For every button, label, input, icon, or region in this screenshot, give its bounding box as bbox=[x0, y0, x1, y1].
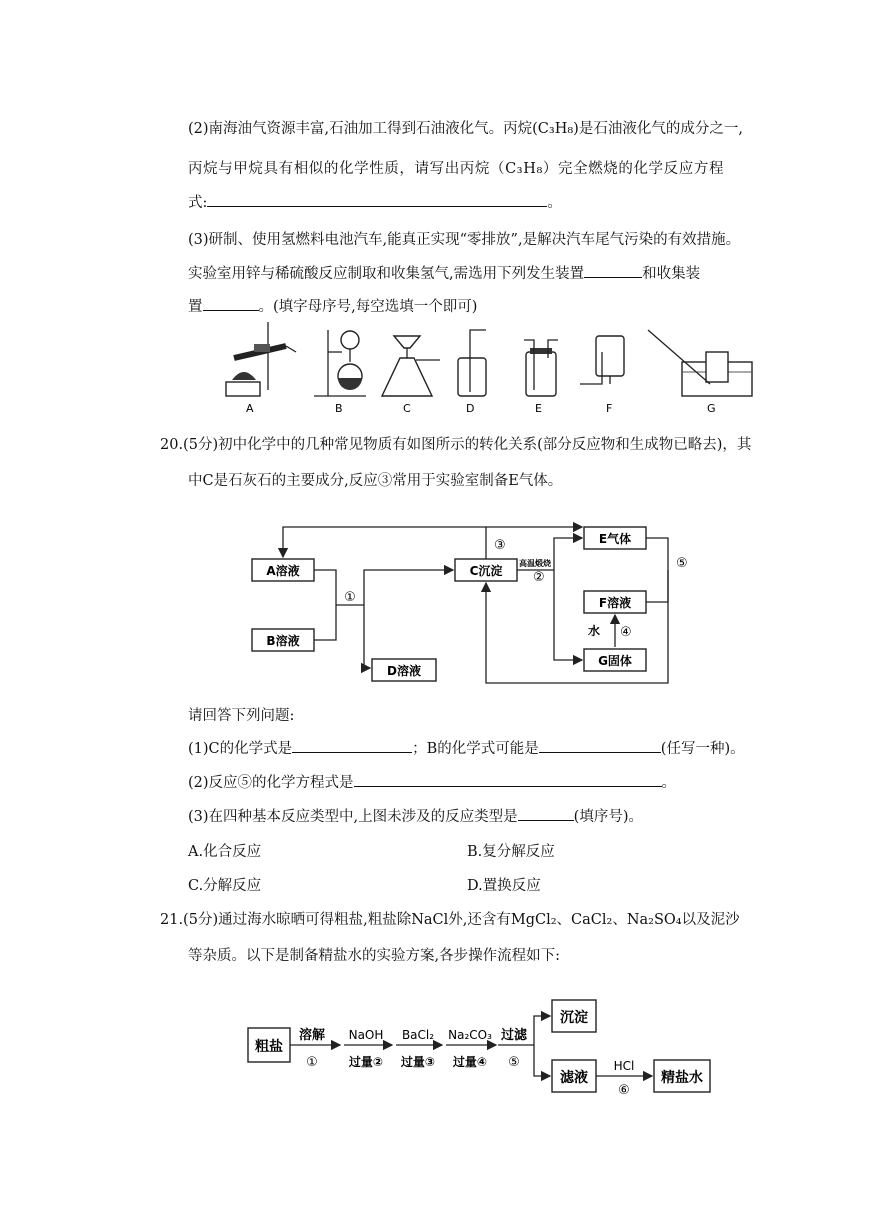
box-a-label: A溶液 bbox=[266, 564, 300, 578]
apparatus-d-icon bbox=[458, 330, 486, 415]
reaction-2-label: ② bbox=[533, 570, 545, 585]
q20-line1: 20.(5分)初中化学中的几种常见物质有如图所示的转化关系(部分反应物和生成物已略去)，其 bbox=[160, 437, 752, 453]
apparatus-label: A bbox=[246, 402, 254, 415]
transformation-diagram bbox=[230, 515, 710, 690]
apparatus-figure bbox=[210, 318, 770, 418]
filtrate-label: 滤液 bbox=[560, 1070, 588, 1086]
dissolve-label: 溶解 bbox=[298, 1028, 326, 1043]
reaction-4-label: ④ bbox=[620, 625, 632, 640]
excess-3-label: 过量③ bbox=[400, 1055, 436, 1069]
q19-p2-end: 。 bbox=[547, 195, 562, 211]
q19-p3-line3 bbox=[188, 295, 477, 316]
excess-4-label: 过量④ bbox=[452, 1055, 488, 1069]
q19-p3-line1: (3)研制、使用氢燃料电池汽车,能真正实现“零排放”,是解决汽车尾气污染的有效措施。 bbox=[188, 232, 741, 248]
crude-salt-label: 粗盐 bbox=[255, 1039, 283, 1055]
answer-blank-equation[interactable] bbox=[354, 772, 662, 787]
box-d-label: D溶液 bbox=[387, 664, 421, 678]
apparatus-label: B bbox=[335, 402, 343, 415]
apparatus-e-icon bbox=[524, 340, 558, 415]
water-label: 水 bbox=[587, 624, 600, 638]
condition-label: 高温煅烧 bbox=[519, 559, 551, 568]
apparatus-c-icon bbox=[382, 336, 440, 415]
apparatus-label: F bbox=[606, 402, 613, 415]
step-1-label: ① bbox=[306, 1055, 318, 1070]
answer-blank-generator[interactable] bbox=[584, 263, 642, 278]
q20-q1a: (1)C的化学式是 bbox=[188, 741, 293, 757]
option-a: A.化合反应 bbox=[188, 844, 262, 860]
q20-line2: 中C是石灰石的主要成分,反应③常用于实验室制备E气体。 bbox=[188, 473, 563, 489]
q19-p2-line3 bbox=[188, 191, 562, 212]
option-c: C.分解反应 bbox=[188, 878, 262, 894]
apparatus-g-icon bbox=[648, 330, 752, 415]
na2co3-label: Na₂CO₃ bbox=[448, 1028, 492, 1042]
step-6-label: ⑥ bbox=[618, 1083, 630, 1098]
q19-p2-label: 式: bbox=[188, 195, 208, 211]
q21-line1: 21.(5分)通过海水晾晒可得粗盐,粗盐除NaCl外,还含有MgCl₂、CaCl₂、Na₂SO₄以及泥沙 bbox=[160, 912, 740, 928]
q20-prompt: 请回答下列问题: bbox=[188, 708, 295, 724]
q20-q1b: ；B的化学式可能是 bbox=[412, 741, 539, 757]
option-d: D.置换反应 bbox=[467, 878, 541, 894]
answer-blank-b-formula[interactable] bbox=[539, 738, 661, 753]
purification-flow-diagram bbox=[240, 990, 720, 1102]
q21-line2: 等杂质。以下是制备精盐水的实验方案,各步操作流程如下: bbox=[188, 948, 560, 964]
box-f-label: F溶液 bbox=[598, 596, 632, 610]
q19-p2-line2: 丙烷与甲烷具有相似的化学性质，请写出丙烷（C₃H₈）完全燃烧的化学反应方程 bbox=[188, 161, 725, 177]
reaction-5-label: ⑤ bbox=[676, 556, 688, 571]
box-e-label: E气体 bbox=[598, 532, 632, 546]
q20-q1 bbox=[188, 737, 745, 758]
apparatus-f-icon bbox=[580, 336, 624, 415]
apparatus-label: C bbox=[403, 402, 411, 415]
q20-q1c: (任写一种)。 bbox=[660, 741, 745, 757]
excess-2-label: 过量② bbox=[348, 1055, 384, 1069]
option-b: B.复分解反应 bbox=[467, 844, 555, 860]
naoh-label: NaOH bbox=[348, 1028, 384, 1042]
q19-p3-line3b: 。(填字母序号,每空选填一个即可) bbox=[258, 299, 478, 315]
apparatus-label: G bbox=[707, 402, 716, 415]
precipitate-label: 沉淀 bbox=[560, 1010, 588, 1026]
answer-blank-c-formula[interactable] bbox=[292, 738, 412, 753]
answer-blank-reaction-type[interactable] bbox=[518, 806, 574, 821]
reaction-1-label: ① bbox=[344, 590, 356, 605]
box-g-label: G固体 bbox=[598, 654, 632, 668]
q19-p3-line2 bbox=[188, 262, 700, 283]
q19-p3-line2a: 实验室用锌与稀硫酸反应制取和收集氢气,需选用下列发生装置 bbox=[188, 266, 585, 282]
q20-q2 bbox=[188, 771, 676, 792]
q19-p2-line1: (2)南海油气资源丰富,石油加工得到石油液化气。丙烷(C₃H₈)是石油液化气的成分之一, bbox=[188, 121, 743, 137]
reaction-3-label: ③ bbox=[494, 538, 506, 553]
step-5-label: ⑤ bbox=[508, 1055, 520, 1070]
q20-q2b: 。 bbox=[661, 775, 677, 791]
q20-q3 bbox=[188, 805, 643, 826]
q19-p3-line3a: 置 bbox=[188, 299, 203, 315]
box-c-label: C沉淀 bbox=[469, 564, 503, 578]
box-b-label: B溶液 bbox=[266, 634, 300, 648]
apparatus-label: D bbox=[466, 402, 475, 415]
bacl2-label: BaCl₂ bbox=[401, 1028, 435, 1042]
answer-blank-collector[interactable] bbox=[203, 296, 259, 311]
apparatus-a-icon bbox=[226, 322, 296, 415]
q20-q3a: (3)在四种基本反应类型中,上图未涉及的反应类型是 bbox=[188, 809, 518, 825]
apparatus-b-icon bbox=[314, 330, 366, 415]
q20-q2a: (2)反应⑤的化学方程式是 bbox=[188, 775, 354, 791]
filter-label: 过滤 bbox=[500, 1028, 528, 1043]
answer-blank[interactable] bbox=[207, 192, 547, 207]
brine-label: 精盐水 bbox=[661, 1070, 703, 1086]
q19-p3-line2b: 和收集装 bbox=[642, 266, 701, 282]
q20-q3b: (填序号)。 bbox=[573, 809, 643, 825]
apparatus-label: E bbox=[535, 402, 542, 415]
hcl-label: HCl bbox=[613, 1059, 635, 1073]
